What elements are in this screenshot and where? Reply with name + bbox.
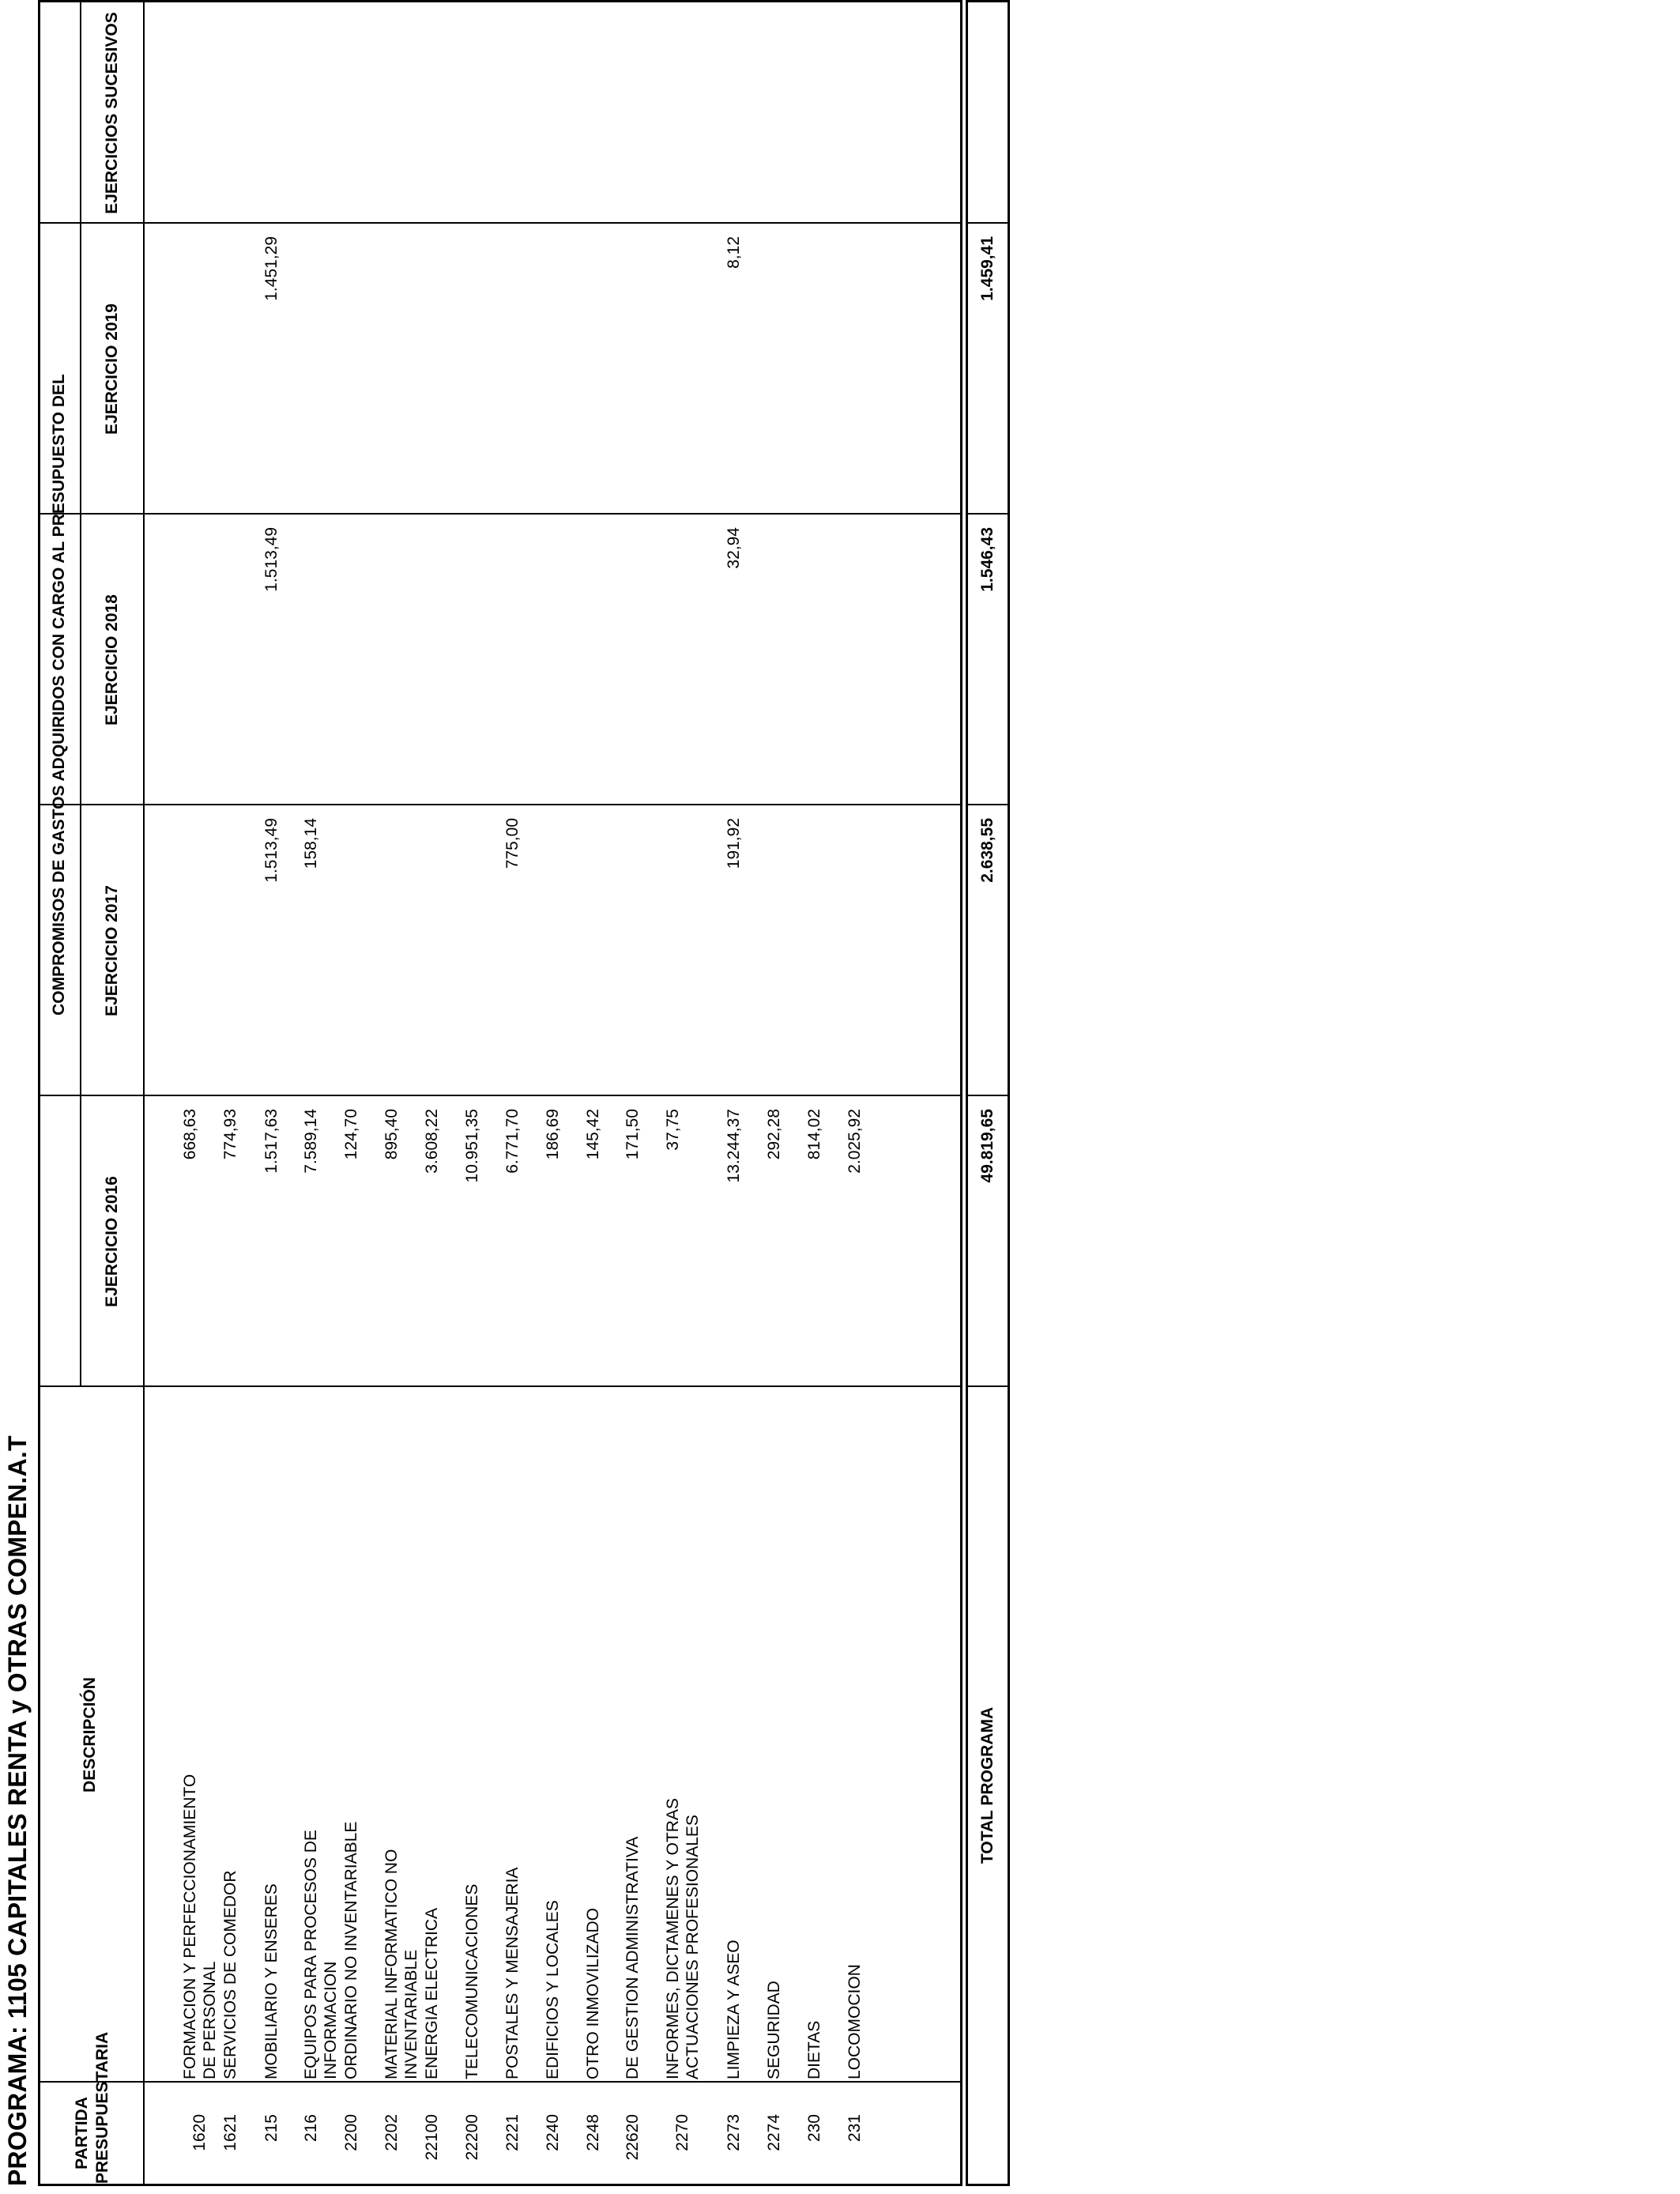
- commitments-table: [38, 0, 962, 2186]
- cell-2017: 1.513,49: [262, 818, 281, 883]
- cell-2016: 3.608,22: [423, 1109, 441, 1174]
- cell-partida: 1620: [190, 2114, 209, 2151]
- cell-descripcion: INFORMES, DICTAMENES Y OTRAS ACTUACIONES PROFESIONALES: [664, 1798, 702, 2079]
- total-row: [966, 0, 1010, 2186]
- cell-descripcion: EDIFICIOS Y LOCALES: [544, 1900, 562, 2079]
- cell-2016: 2.025,92: [846, 1109, 864, 1174]
- cell-2019: 1.451,29: [262, 236, 281, 301]
- cell-2016: 668,63: [181, 1109, 199, 1160]
- cell-descripcion: FORMACION Y PERFECCIONAMIENTO DE PERSONAL: [181, 1774, 219, 2079]
- cell-partida: 1621: [221, 2114, 239, 2151]
- header-descripcion: DESCRIPCIÓN: [81, 1677, 99, 1793]
- cell-partida: 2274: [765, 2114, 783, 2151]
- header-year-2018: EJERCICIO 2018: [103, 594, 121, 726]
- cell-2016: 895,40: [382, 1109, 401, 1160]
- cell-partida: 215: [262, 2114, 281, 2143]
- cell-descripcion: LOCOMOCION: [846, 1964, 864, 2079]
- cell-2017: 191,92: [725, 818, 743, 869]
- cell-partida: 22200: [463, 2114, 481, 2161]
- page-title: PROGRAMA: 1105 CAPITALES RENTA y OTRAS COMPEN.A.T: [3, 1435, 32, 2186]
- cell-partida: 2200: [342, 2114, 360, 2151]
- group-header-divider: [80, 2, 81, 1387]
- cell-2016: 774,93: [221, 1109, 239, 1160]
- cell-descripcion: TELECOMUNICACIONES: [463, 1883, 481, 2079]
- cell-2019: 8,12: [725, 236, 743, 269]
- cell-2016: 186,69: [544, 1109, 562, 1160]
- cell-descripcion: POSTALES Y MENSAJERIA: [503, 1867, 522, 2079]
- total-label: TOTAL PROGRAMA: [978, 1706, 996, 1864]
- cell-2016: 6.771,70: [503, 1109, 522, 1174]
- total-2019: 1.459,41: [978, 236, 996, 301]
- cell-descripcion: EQUIPOS PARA PROCESOS DE INFORMACION: [302, 1830, 340, 2079]
- cell-descripcion: DIETAS: [805, 2020, 823, 2079]
- cell-partida: 2248: [584, 2114, 602, 2151]
- cell-2017: 775,00: [503, 818, 522, 869]
- cell-descripcion: ORDINARIO NO INVENTARIABLE: [342, 1821, 360, 2079]
- cell-2018: 1.513,49: [262, 527, 281, 592]
- cell-2016: 10.951,35: [463, 1109, 481, 1183]
- cell-2016: 171,50: [623, 1109, 642, 1160]
- header-year-sucesivos: EJERCICIOS SUCESIVOS: [103, 12, 121, 214]
- cell-descripcion: SERVICIOS DE COMEDOR: [221, 1870, 239, 2079]
- cell-2016: 814,02: [805, 1109, 823, 1160]
- cell-descripcion: OTRO INMOVILIZADO: [584, 1907, 602, 2079]
- header-year-2017: EJERCICIO 2017: [103, 885, 121, 1016]
- header-year-2019: EJERCICIO 2019: [103, 303, 121, 435]
- cell-descripcion: ENERGIA ELECTRICA: [423, 1907, 441, 2079]
- cell-2016: 37,75: [664, 1109, 682, 1151]
- cell-partida: 230: [805, 2114, 823, 2143]
- cell-descripcion: LIMPIEZA Y ASEO: [725, 1940, 743, 2079]
- cell-descripcion: MOBILIARIO Y ENSERES: [262, 1883, 281, 2079]
- cell-partida: 2270: [673, 2114, 691, 2151]
- col-divider: [40, 2081, 960, 2083]
- header-group: COMPROMISOS DE GASTOS ADQUIRIDOS CON CARGO AL PRESUPUESTO DEL: [50, 374, 68, 1016]
- cell-partida: 216: [302, 2114, 320, 2143]
- col-divider: [40, 513, 960, 515]
- cell-2016: 1.517,63: [262, 1109, 281, 1174]
- cell-2018: 32,94: [725, 527, 743, 569]
- col-divider: [40, 222, 960, 224]
- cell-descripcion: DE GESTION ADMINISTRATIVA: [623, 1836, 642, 2079]
- col-divider: [968, 222, 1008, 224]
- cell-descripcion: SEGURIDAD: [765, 1981, 783, 2079]
- header-partida: PARTIDA PRESUPUESTARIA: [73, 2031, 111, 2184]
- cell-partida: 2221: [503, 2114, 522, 2151]
- cell-partida: 22620: [623, 2114, 642, 2161]
- cell-2016: 145,42: [584, 1109, 602, 1160]
- cell-2016: 13.244,37: [725, 1109, 743, 1183]
- cell-2017: 158,14: [302, 818, 320, 869]
- cell-partida: 231: [846, 2114, 864, 2143]
- total-2016: 49.819,65: [978, 1109, 996, 1183]
- col-divider: [40, 1095, 960, 1096]
- total-2017: 2.638,55: [978, 818, 996, 883]
- cell-2016: 124,70: [342, 1109, 360, 1160]
- col-divider: [40, 804, 960, 805]
- cell-partida: 2240: [544, 2114, 562, 2151]
- total-2018: 1.546,43: [978, 527, 996, 592]
- cell-2016: 292,28: [765, 1109, 783, 1160]
- cell-partida: 2273: [725, 2114, 743, 2151]
- cell-2016: 7.589,14: [302, 1109, 320, 1174]
- cell-descripcion: MATERIAL INFORMATICO NO INVENTARIABLE: [382, 1849, 420, 2079]
- cell-partida: 2202: [382, 2114, 401, 2151]
- header-year-2016: EJERCICIO 2016: [103, 1176, 121, 1307]
- header-divider: [143, 2, 145, 2184]
- cell-partida: 22100: [423, 2114, 441, 2161]
